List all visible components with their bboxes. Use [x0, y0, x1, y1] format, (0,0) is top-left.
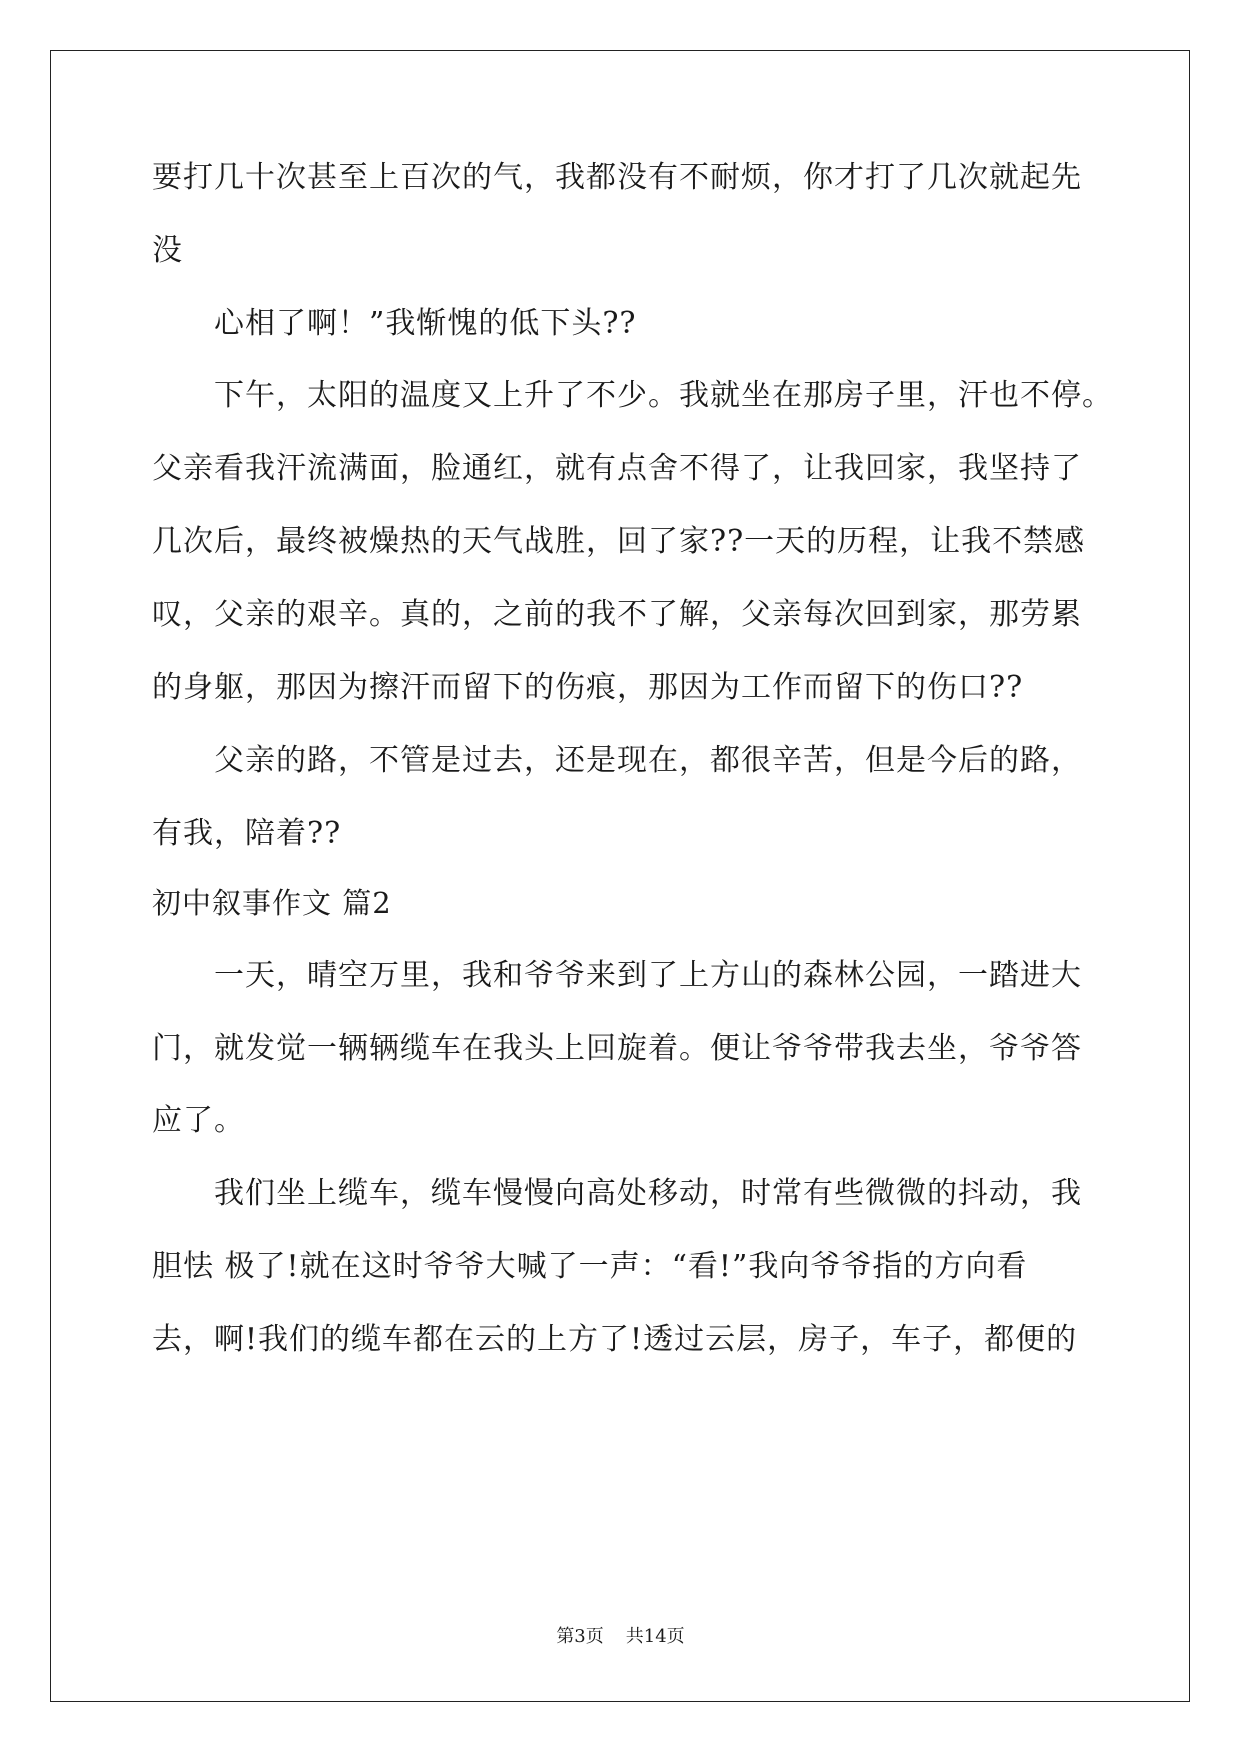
section-heading: 初中叙事作文 篇2	[152, 886, 392, 920]
text-line: 没	[152, 233, 183, 268]
text-line: 一天，晴空万里，我和爷爷来到了上方山的森林公园，一踏进大	[214, 958, 1082, 993]
text-line: 心相了啊！”我惭愧的低下头??	[214, 306, 637, 341]
page-border	[50, 50, 1190, 1702]
text-line: 门，就发觉一辆辆缆车在我头上回旋着。便让爷爷带我去坐，爷爷答	[152, 1031, 1082, 1066]
text-line: 的身躯，那因为擦汗而留下的伤痕，那因为工作而留下的伤口??	[152, 670, 1024, 705]
text-line: 下午，太阳的温度又上升了不少。我就坐在那房子里，汗也不停。	[214, 378, 1113, 413]
text-line: 我们坐上缆车，缆车慢慢向高处移动，时常有些微微的抖动，我	[214, 1176, 1082, 1211]
page-footer	[0, 1625, 1241, 1649]
text-line: 有我，陪着??	[152, 816, 342, 851]
text-line: 胆怯 极了!就在这时爷爷大喊了一声：“看!”我向爷爷指的方向看	[152, 1249, 1028, 1284]
text-line: 应了。	[152, 1103, 245, 1138]
text-line: 父亲的路，不管是过去，还是现在，都很辛苦，但是今后的路，	[214, 743, 1082, 778]
text-line: 几次后，最终被燥热的天气战胜，回了家??一天的历程，让我不禁感	[152, 524, 1086, 559]
page-total: 共14页	[625, 1626, 685, 1647]
text-line: 去，啊!我们的缆车都在云的上方了!透过云层，房子，车子，都便的	[152, 1322, 1078, 1357]
text-line: 叹，父亲的艰辛。真的，之前的我不了解，父亲每次回到家，那劳累	[152, 597, 1082, 632]
page-number: 第3页	[556, 1626, 604, 1647]
text-line: 要打几十次甚至上百次的气，我都没有不耐烦，你才打了几次就起先	[152, 160, 1082, 195]
text-line: 父亲看我汗流满面，脸通红，就有点舍不得了，让我回家，我坚持了	[152, 451, 1082, 486]
